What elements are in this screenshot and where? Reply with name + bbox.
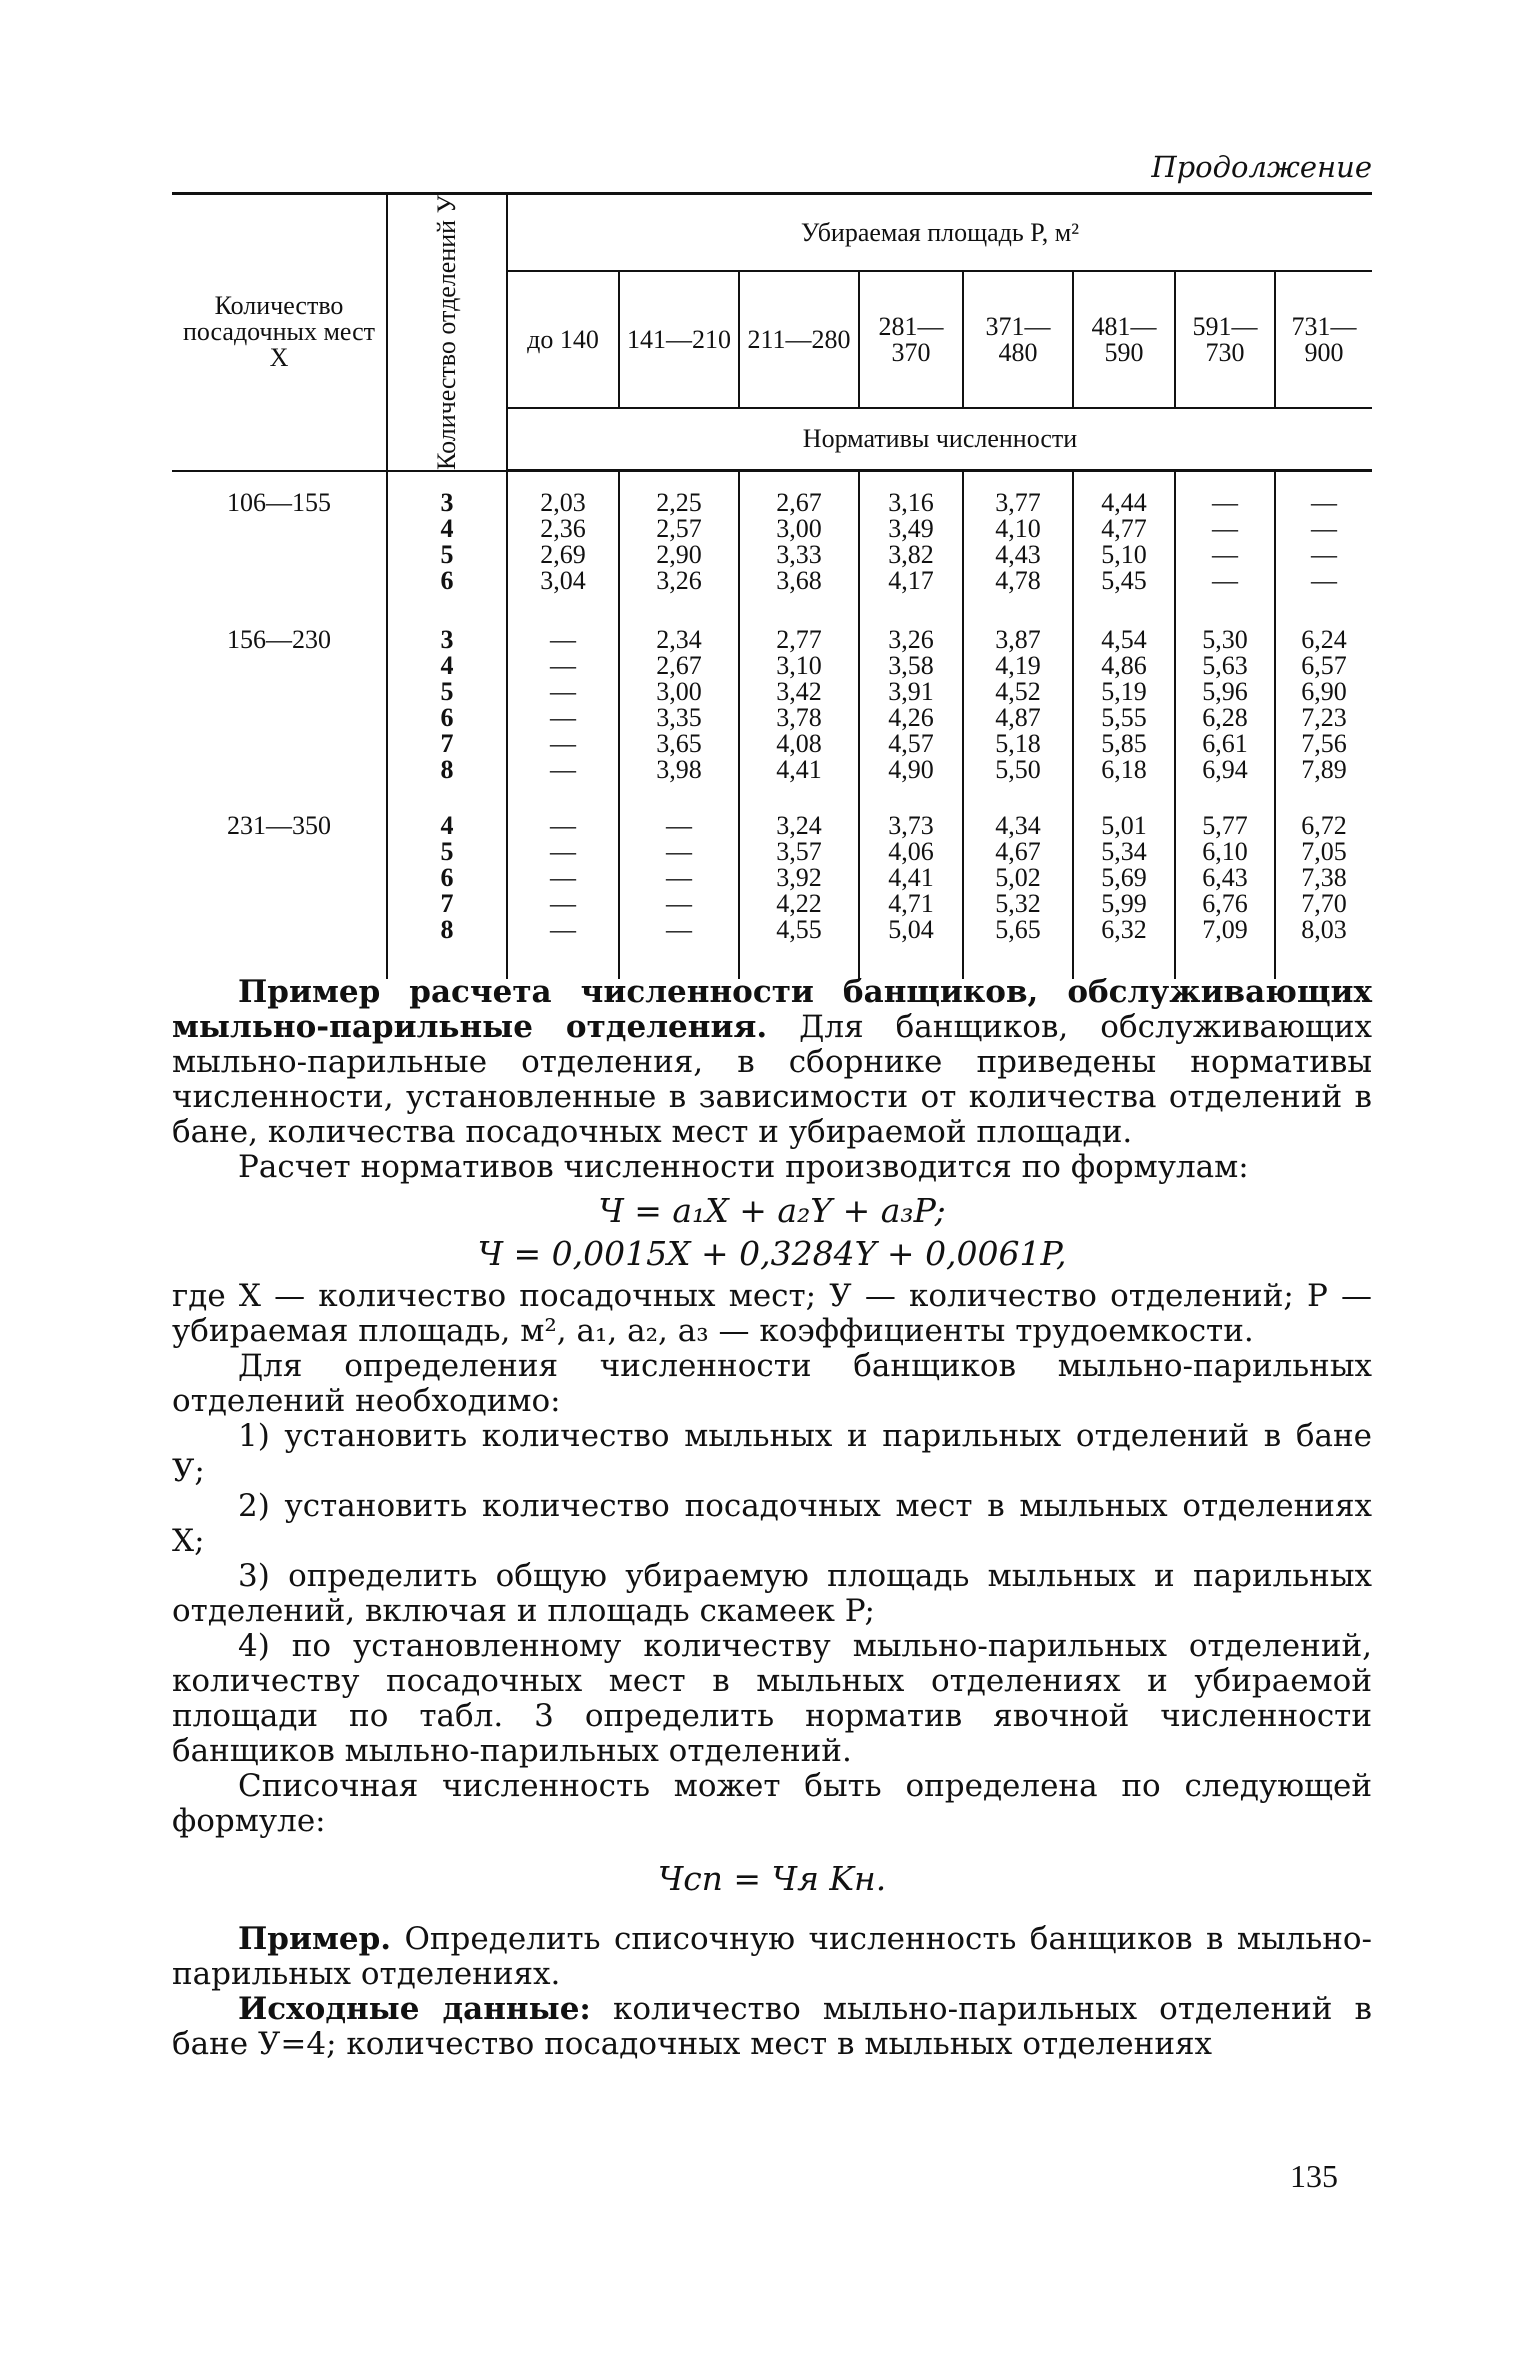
group-x: 106—155 (227, 487, 331, 517)
value-cell: 3,26 3,58 3,91 4,26 4,57 4,90 (859, 613, 963, 799)
value-cell: 3,77 4,10 4,43 4,78 (963, 471, 1073, 613)
paragraph: Пример расчета численности банщиков, обслуживающих мыльно-парильные отделения. Для банщиков, обслуживающих мыльно-парильные отделения, в сборнике приведены нормативы численности, установленные в зависимости от количества отделений в бане, количества посадочных мест и убираемой площади. (172, 974, 1372, 1150)
list-item: 2) установить количество посадочных мест в мыльных отделениях X; (172, 1488, 1372, 1559)
paragraph: Пример. Определить списочную численность банщиков в мыльно-парильных отделениях. (172, 1921, 1372, 1992)
range-cell: 281— 370 (859, 271, 963, 407)
value-cell: — — — — — — (507, 613, 619, 799)
group-y: 3 4 5 6 (387, 471, 507, 613)
page-number: 135 (1290, 2158, 1338, 2194)
header-norms: Нормативы численности (507, 408, 1372, 471)
paragraph: Списочная численность может быть определена по следующей формуле: (172, 1768, 1372, 1839)
value-cell: 3,24 3,57 3,92 4,22 4,55 (739, 799, 859, 979)
value-cell: — — — — (1175, 471, 1275, 613)
range-cell: 371— 480 (963, 271, 1073, 407)
paragraph: Исходные данные: количество мыльно-парильных отделений в бане У=4; количество посадочных мест в мыльных отделениях (172, 1991, 1372, 2062)
value-cell: 5,30 5,63 5,96 6,28 6,61 6,94 (1175, 613, 1275, 799)
header-area: Убираемая площадь P, м² (507, 194, 1372, 272)
continuation-label: Продолжение (1151, 150, 1372, 184)
group-x: 231—350 (227, 810, 331, 840)
value-cell: 2,67 3,00 3,33 3,68 (739, 471, 859, 613)
value-cell: 5,77 6,10 6,43 6,76 7,09 (1175, 799, 1275, 979)
list-item: 4) по установленному количеству мыльно-парильных отделений, количеству посадочных мест в мыльных отделениях и убираемой площади по табл. 3 определить норматив явочной численности банщиков мыльно-парильных отделений. (172, 1628, 1372, 1769)
value-cell: 2,25 2,57 2,90 3,26 (619, 471, 739, 613)
value-cell: 2,03 2,36 2,69 3,04 (507, 471, 619, 613)
paragraph: где X — количество посадочных мест; У — количество отделений; P — убираемая площадь, м², a₁, a₂, a₃ — коэффициенты трудоемкости. (172, 1278, 1372, 1349)
value-cell: 6,72 7,05 7,38 7,70 8,03 (1275, 799, 1372, 979)
value-cell: 3,16 3,49 3,82 4,17 (859, 471, 963, 613)
header-y: Количество отделений У (387, 194, 507, 471)
value-cell: — — — — (1275, 471, 1372, 613)
group-row (172, 613, 1372, 799)
paragraph: Для определения численности банщиков мыльно-парильных отделений необходимо: (172, 1348, 1372, 1419)
value-cell: 2,34 2,67 3,00 3,35 3,65 3,98 (619, 613, 739, 799)
group-y: 4 5 6 7 8 (387, 799, 507, 979)
header-x: Количество посадочных мест X (172, 194, 387, 471)
group-row (172, 471, 1372, 613)
group-y: 3 4 5 6 7 8 (387, 613, 507, 799)
range-cell: 481— 590 (1073, 271, 1175, 407)
value-cell: 5,01 5,34 5,69 5,99 6,32 (1073, 799, 1175, 979)
group-x: 156—230 (227, 624, 331, 654)
value-cell: 4,34 4,67 5,02 5,32 5,65 (963, 799, 1073, 979)
value-cell: 3,87 4,19 4,52 4,87 5,18 5,50 (963, 613, 1073, 799)
range-cell: 591— 730 (1175, 271, 1275, 407)
range-cell: 731— 900 (1275, 271, 1372, 407)
range-cell: 211—280 (739, 271, 859, 407)
list-item: 3) определить общую убираемую площадь мыльных и парильных отделений, включая и площадь скамеек P; (172, 1558, 1372, 1629)
range-cell: до 140 (507, 271, 619, 407)
value-cell: 4,44 4,77 5,10 5,45 (1073, 471, 1175, 613)
value-cell: 4,54 4,86 5,19 5,55 5,85 6,18 (1073, 613, 1175, 799)
formula-3: Чсп = Чя Kн. (657, 1859, 887, 1898)
value-cell: — — — — — (619, 799, 739, 979)
norms-table (172, 192, 1372, 979)
formula-1: Ч = a₁X + a₂Y + a₃P; (598, 1191, 946, 1230)
body-text (172, 975, 1372, 2062)
list-item: 1) установить количество мыльных и парильных отделений в бане У; (172, 1418, 1372, 1489)
paragraph: Расчет нормативов численности производится по формулам: (238, 1149, 1249, 1185)
value-cell: 2,77 3,10 3,42 3,78 4,08 4,41 (739, 613, 859, 799)
formula-2: Ч = 0,0015X + 0,3284Y + 0,0061P, (477, 1234, 1067, 1273)
group-row (172, 799, 1372, 979)
value-cell: — — — — — (507, 799, 619, 979)
value-cell: 3,73 4,06 4,41 4,71 5,04 (859, 799, 963, 979)
value-cell: 6,24 6,57 6,90 7,23 7,56 7,89 (1275, 613, 1372, 799)
range-cell: 141—210 (619, 271, 739, 407)
